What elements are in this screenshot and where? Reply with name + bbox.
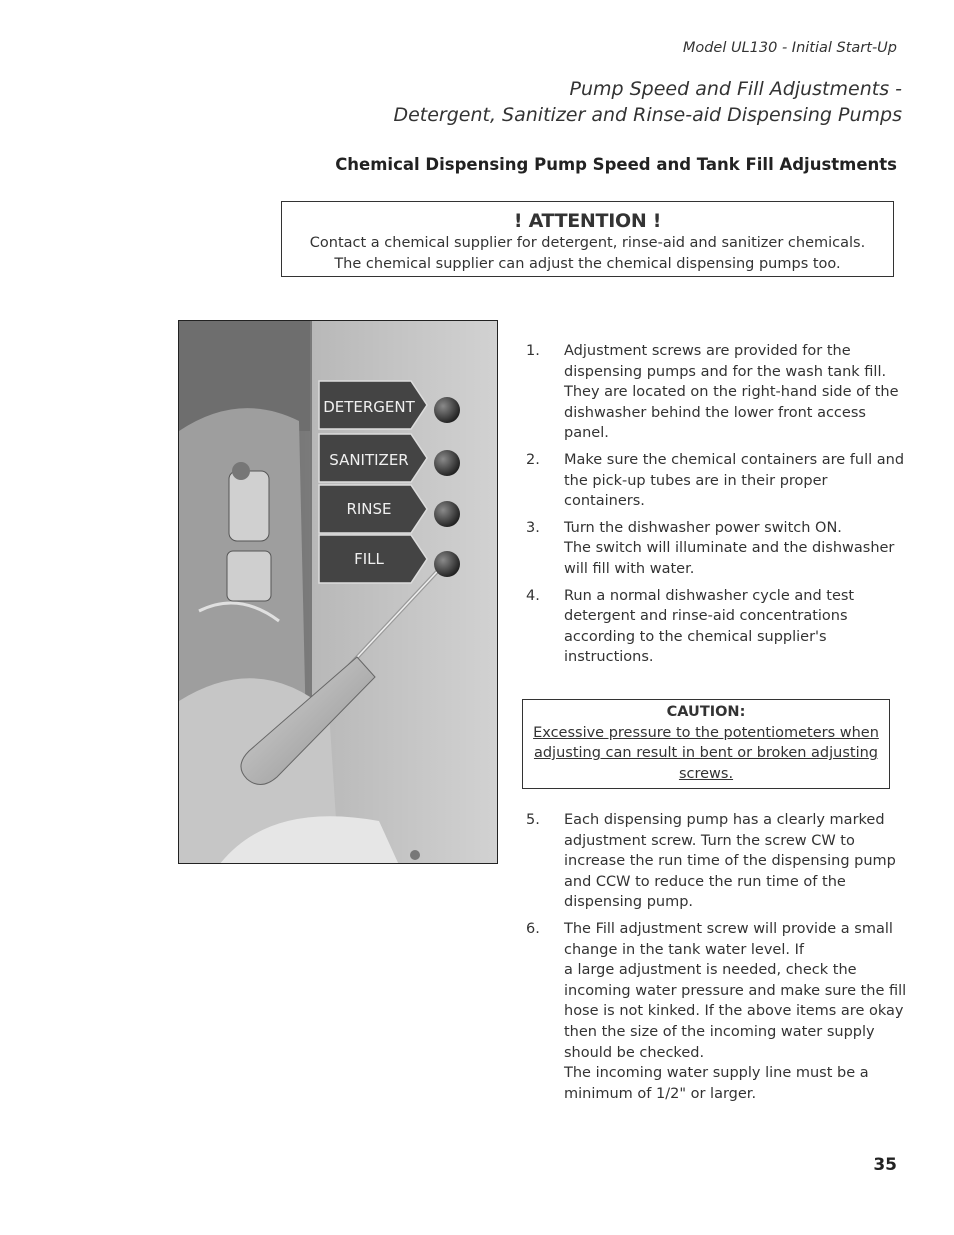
caution-box — [522, 699, 890, 789]
label-fill — [354, 550, 384, 568]
list-item — [520, 341, 910, 444]
page-number: 35 — [873, 1155, 897, 1175]
panel-screw-icon — [410, 850, 420, 860]
step-text: Adjustment screws are provided for the dispensing pumps and for the wash tank fill. They are located on the right-hand side of the dishwasher behind the lower front access panel. — [564, 343, 899, 442]
caution-body: Excessive pressure to the potentiometers when adjusting can result in bent or broken adjusting screws. — [533, 724, 879, 782]
step-text: Make sure the chemical containers are full and the pick-up tubes are in their proper containers. — [564, 451, 905, 510]
attention-line-2: The chemical supplier can adjust the chemical dispensing pumps too. — [334, 256, 841, 272]
list-item — [520, 810, 910, 913]
rinse-screw-icon — [434, 501, 460, 527]
attention-line-1: Contact a chemical supplier for detergent, rinse-aid and sanitizer chemicals. — [309, 235, 866, 251]
list-item — [520, 450, 910, 512]
step-text: Turn the dishwasher power switch ON. The switch will illuminate and the dishwasher will fill with water. — [564, 519, 895, 577]
label-rinse — [346, 500, 391, 518]
step-text: Each dispensing pump has a clearly marked adjustment screw. Turn the screw CW to increase the run time of the dispensing pump and CCW to reduce the run time of the dispensing pump. — [564, 812, 896, 911]
label-strip — [319, 381, 427, 583]
label-rinse-text: RINSE — [346, 500, 392, 518]
step-number: 6. — [526, 920, 540, 937]
page-title — [393, 76, 902, 128]
step-number: 3. — [526, 519, 540, 536]
label-fill-text: FILL — [354, 550, 384, 568]
sanitizer-screw-icon — [434, 450, 460, 476]
section-heading: Chemical Dispensing Pump Speed and Tank Fill Adjustments — [335, 155, 897, 174]
step-number: 2. — [526, 451, 540, 468]
steps-list-1 — [520, 341, 910, 674]
label-detergent-text: DETERGENT — [323, 398, 415, 416]
adjustment-panel-photo — [178, 320, 498, 864]
page-title-line-2: Detergent, Sanitizer and Rinse-aid Dispensing Pumps — [393, 104, 902, 126]
fill-screw-icon — [434, 551, 460, 577]
page-title-line-1: Pump Speed and Fill Adjustments - — [569, 78, 902, 100]
step-text: The Fill adjustment screw will provide a small change in the tank water level. If a large adjustment is needed, check the incoming water pressure and make sure the fill hose is not kinked. If the above items are okay then the size of the incoming water supply should be checked. The incoming water supply line must be a minimum of 1/2" or larger. — [564, 920, 907, 1102]
step-number: 5. — [526, 812, 540, 828]
list-item — [520, 586, 910, 668]
attention-box — [281, 201, 894, 277]
label-sanitizer — [329, 451, 408, 469]
list-item — [520, 518, 910, 580]
step-text: Run a normal dishwasher cycle and test detergent and rinse-aid concentrations according to the chemical supplier's instructions. — [564, 587, 855, 666]
step-number: 4. — [526, 587, 540, 604]
list-item — [520, 919, 910, 1104]
photo-illustration — [179, 321, 498, 864]
running-header: Model UL130 - Initial Start-Up — [682, 40, 897, 56]
label-detergent — [323, 398, 415, 416]
caution-title: CAUTION: — [666, 704, 746, 720]
detergent-screw-icon — [434, 397, 460, 423]
attention-title: ! ATTENTION ! — [513, 210, 662, 232]
step-number: 1. — [526, 343, 540, 359]
label-sanitizer-text: SANITIZER — [329, 451, 409, 469]
steps-list-2 — [520, 810, 910, 1110]
